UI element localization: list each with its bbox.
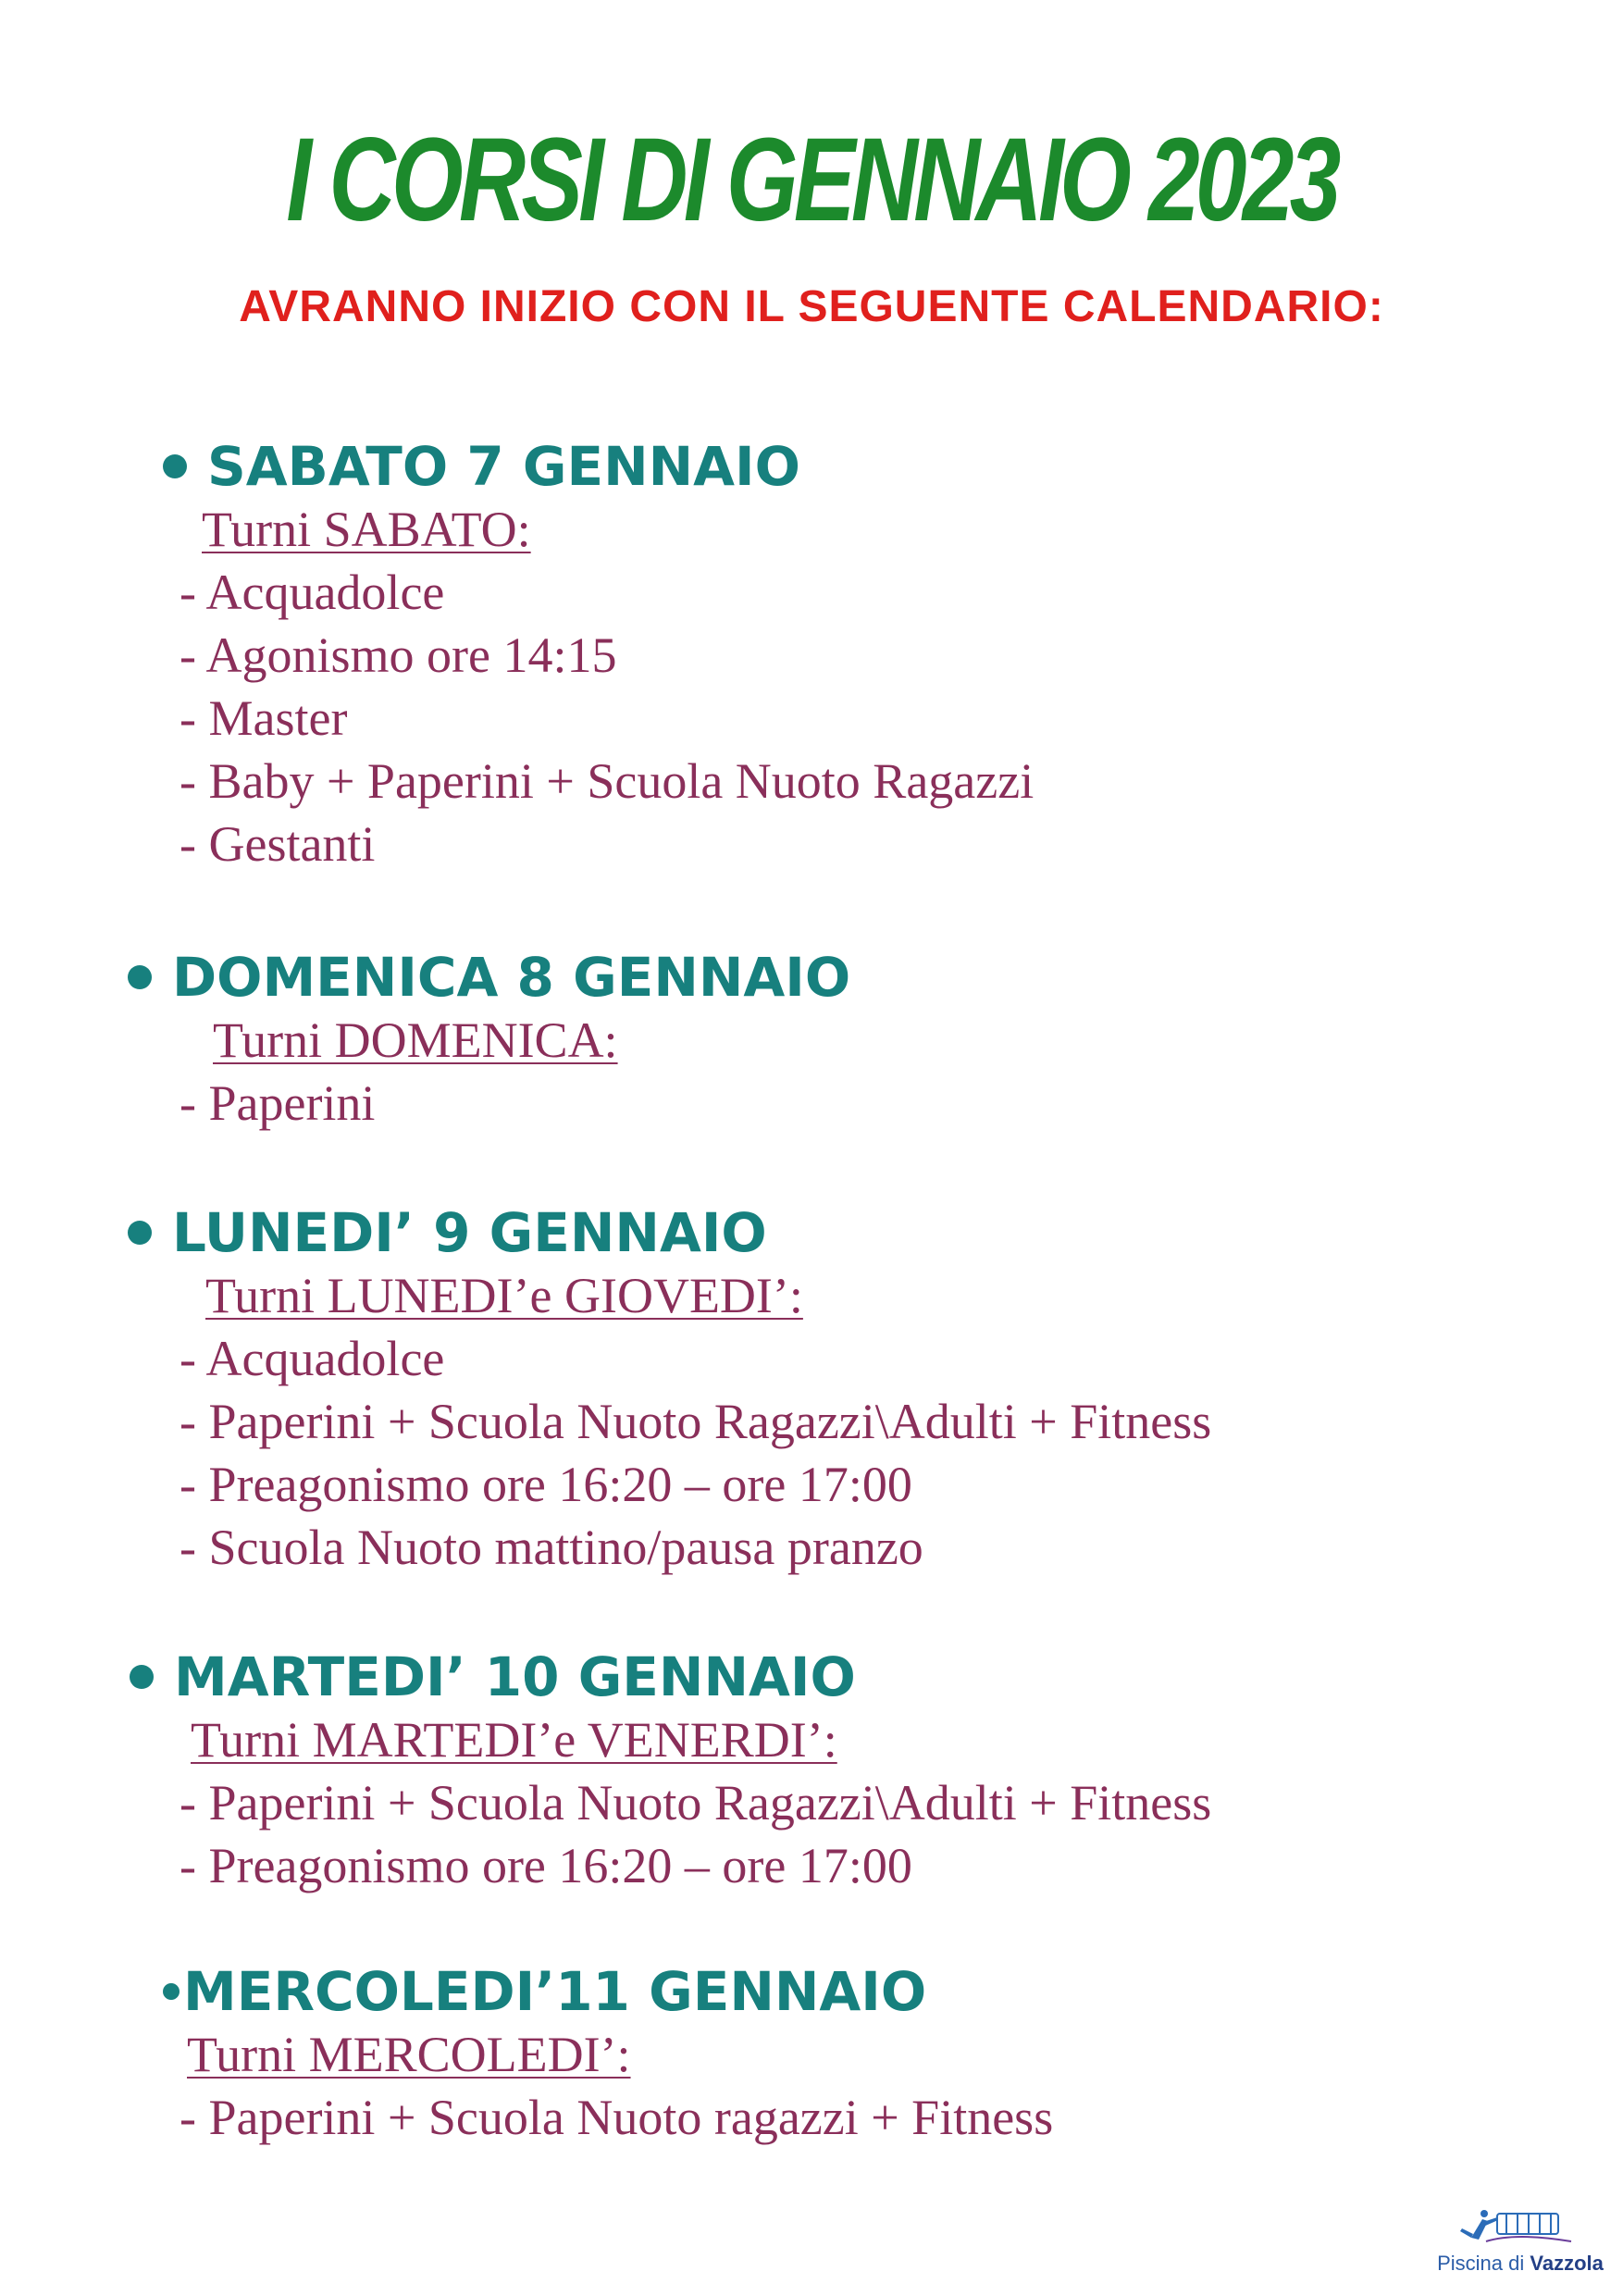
- turni-lunedi: Turni LUNEDI’e GIOVEDI’:: [205, 1268, 803, 1323]
- list-item: - Preagonismo ore 16:20 – ore 17:00: [180, 1457, 912, 1512]
- page-title: I CORSI DI GENNAIO 2023: [286, 114, 1337, 246]
- bullet-icon: [128, 1221, 152, 1245]
- day-heading-mercoledi: [163, 1958, 926, 2025]
- list-item: - Agonismo ore 14:15: [180, 627, 617, 683]
- list-item: - Acquadolce: [180, 1331, 445, 1386]
- swimmer-pool-icon: [1432, 2206, 1608, 2251]
- logo-label-prefix: Piscina di: [1437, 2252, 1530, 2275]
- list-item: - Scuola Nuoto mattino/pausa pranzo: [180, 1520, 923, 1575]
- turni-sabato: Turni SABATO:: [202, 502, 531, 557]
- day-heading-label: MERCOLEDI’11 GENNAIO: [183, 1960, 927, 2023]
- bullet-icon: [128, 965, 152, 989]
- list-item: - Gestanti: [180, 816, 376, 872]
- day-heading-label: SABATO 7 GENNAIO: [207, 435, 800, 498]
- piscina-logo: [1432, 2206, 1608, 2282]
- list-item: - Master: [180, 690, 348, 746]
- turni-mercoledi: Turni MERCOLEDI’:: [187, 2027, 631, 2082]
- turni-domenica: Turni DOMENICA:: [213, 1012, 618, 1068]
- list-item: - Preagonismo ore 16:20 – ore 17:00: [180, 1838, 912, 1893]
- page-subtitle: AVRANNO INIZIO CON IL SEGUENTE CALENDARIO:: [239, 282, 1384, 331]
- bullet-icon: [130, 1665, 154, 1689]
- bullet-icon: [163, 1983, 180, 2000]
- list-item: - Paperini + Scuola Nuoto Ragazzi\Adulti + Fitness: [180, 1394, 1212, 1449]
- day-heading-label: LUNEDI’ 9 GENNAIO: [172, 1201, 767, 1264]
- list-item: - Paperini + Scuola Nuoto Ragazzi\Adulti + Fitness: [180, 1775, 1212, 1831]
- logo-label: [1432, 2251, 1608, 2277]
- day-heading-martedi: [130, 1644, 856, 1710]
- logo-label-name: Vazzola: [1530, 2252, 1604, 2275]
- list-item: - Acquadolce: [180, 565, 445, 620]
- day-heading-label: MARTEDI’ 10 GENNAIO: [174, 1645, 856, 1708]
- turni-martedi: Turni MARTEDI’e VENERDI’:: [191, 1712, 837, 1768]
- list-item: - Paperini: [180, 1075, 376, 1131]
- day-heading-label: DOMENICA 8 GENNAIO: [172, 946, 851, 1009]
- bullet-icon: [163, 454, 187, 478]
- list-item: - Baby + Paperini + Scuola Nuoto Ragazzi: [180, 753, 1035, 809]
- day-heading-lunedi: [128, 1199, 767, 1266]
- day-heading-sabato: [163, 433, 800, 500]
- list-item: - Paperini + Scuola Nuoto ragazzi + Fitness: [180, 2090, 1054, 2145]
- day-heading-domenica: [128, 944, 850, 1011]
